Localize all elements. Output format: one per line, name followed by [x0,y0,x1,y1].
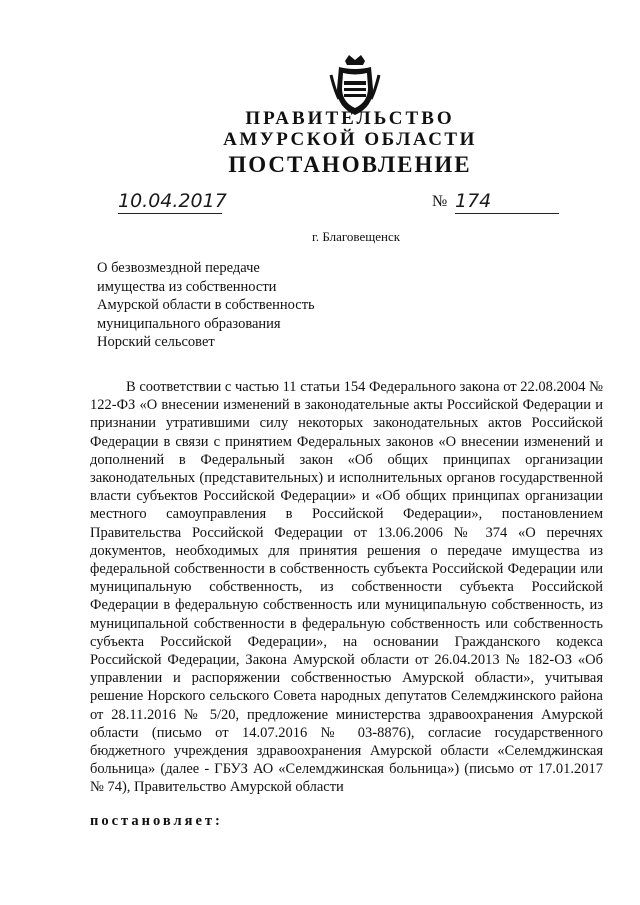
subject-line: Норский сельсовет [97,334,215,350]
document-type-title: ПОСТАНОВЛЕНИЕ [228,152,472,177]
body-paragraph: В соответствии с частью 11 статьи 154 Федерального закона от 22.08.2004 № 122-ФЗ «О внесении изменений в законодательные акты Российской Федерации и признании утратившими силу некоторых законодательных актов Российской Федерации в связи с принятием Федеральных законов «О внесении изменений и дополнений в Федеральный закон «Об общих принципах организации законодательных (представительных) и исполнительных органов государственной власти субъектов Российской Федерации» и «Об общих принципах организации местного самоуправления в Российской Федерации», постановлением Правительства Российской Федерации от 13.06.2006 № 374 «О перечнях документов, необходимых для принятия решения о передаче имущества из федеральной собственности в собственность субъекта Российской Федерации или муниципальную собственность, из собственности субъекта Российской Федерации в федеральную собственность или муниципальную собственность, из муниципальной собственности в федеральную собственность или собственность субъекта Российской Федерации», на основании Гражданского кодекса Российской Федерации, Закона Амурской области от 26.04.2013 № 182-ОЗ «Об управлении и распоряжении собственностью Амурской области», учитывая решение Норского сельского Совета народных депутатов Селемджинского района от 28.11.2016 № 5/20, предложение министерства здравоохранения Амурской области (письмо от 14.07.2016 № 03-8876), согласие государственного бюджетного учреждения здравоохранения Амурской области «Селемджинская больница» (далее - ГБУЗ АО «Селемджинская больница») (письмо от 17.01.2017 № 74), Правительство Амурской области [90,379,603,796]
document-number-label: № [432,193,448,210]
document-subject [97,259,315,352]
document-date: 10.04.2017 [118,190,227,212]
subject-line: О безвозмездной передаче [97,260,260,276]
organization-name-line1: ПРАВИТЕЛЬСТВО [245,108,455,129]
subject-line: муниципального образования [97,315,281,332]
document-number: 174 [455,190,559,214]
subject-line: Амурской области в собственность [97,297,315,313]
resolves-word: постановляет: [90,813,223,829]
organization-name-line2: АМУРСКОЙ ОБЛАСТИ [223,129,477,150]
subject-line: имущества из собственности [97,278,277,295]
city-name: г. Благовещенск [311,229,401,244]
